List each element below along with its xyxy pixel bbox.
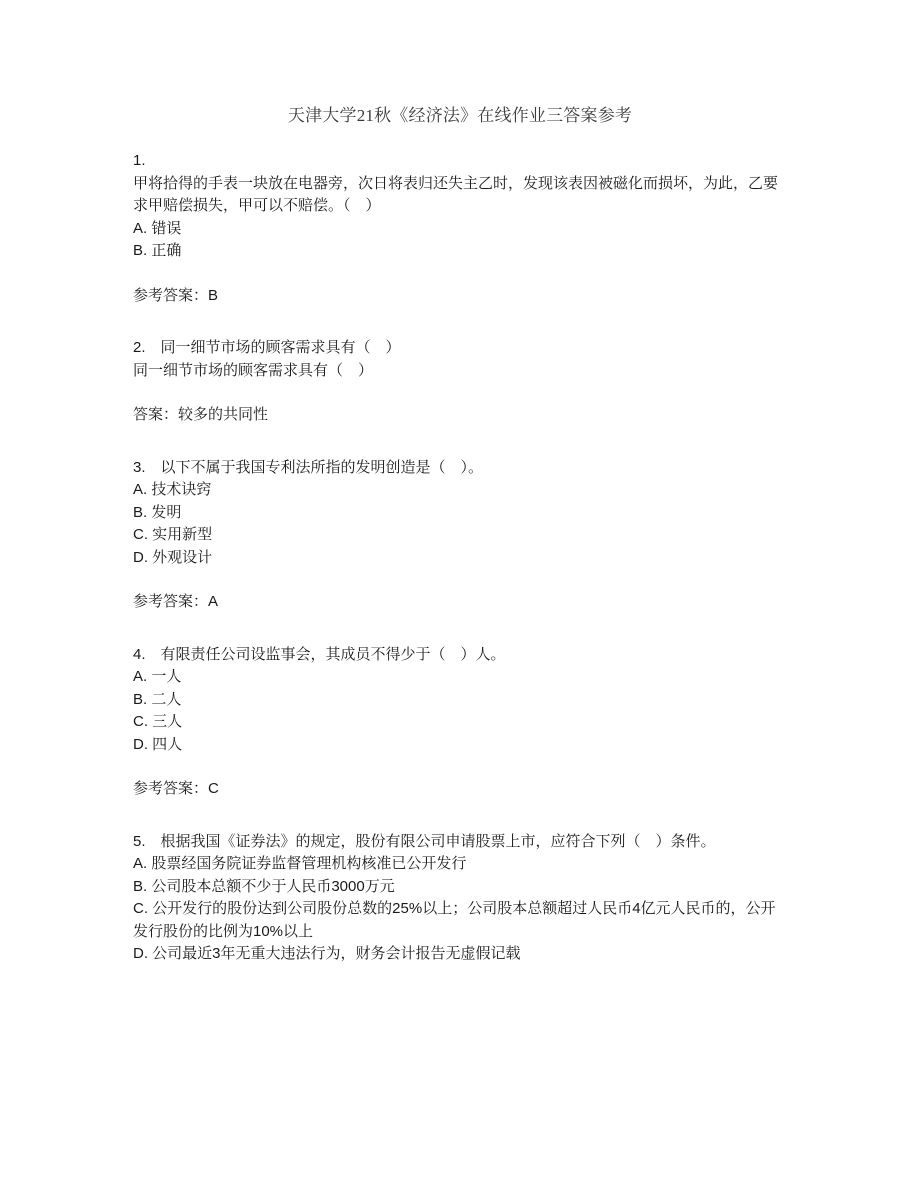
question-block-3 xyxy=(133,457,793,614)
question-option-1a: A. 错误 xyxy=(133,219,182,237)
question-answer-2: 答案：较多的共同性 xyxy=(133,406,269,423)
question-option-5a: A. 股票经国务院证券监督管理机构核准已公开发行 xyxy=(133,855,467,872)
question-block-1 xyxy=(133,150,793,307)
question-stem-4: 4. 有限责任公司设监事会，其成员不得少于（ ）人。 xyxy=(133,645,506,663)
question-option-4c: C. 三人 xyxy=(133,713,183,730)
question-option-3c: C. 实用新型 xyxy=(133,526,213,543)
question-option-4a: A. 一人 xyxy=(133,668,182,685)
question-block-5 xyxy=(133,831,793,966)
question-answer-3: 参考答案：A xyxy=(133,593,219,610)
document-body xyxy=(133,150,793,966)
question-option-4d: D. 四人 xyxy=(133,735,183,753)
question-option-5b: B. 公司股本总额不少于人民币3000万元 xyxy=(133,877,395,895)
question-block-4 xyxy=(133,644,793,801)
question-stem-2-repeat: 同一细节市场的顾客需求具有（ ） xyxy=(133,361,374,379)
question-answer-1: 参考答案：B xyxy=(133,286,219,304)
question-stem-3: 3. 以下不属于我国专利法所指的发明创造是（ ）。 xyxy=(133,458,484,476)
question-number-1: 1. xyxy=(133,152,146,169)
question-option-5d: D. 公司最近3年无重大违法行为，财务会计报告无虚假记载 xyxy=(133,945,521,962)
page-title: 天津大学21秋《经济法》在线作业三答案参考 xyxy=(287,106,633,125)
question-option-4b: B. 二人 xyxy=(133,690,182,708)
question-option-1b: B. 正确 xyxy=(133,242,182,259)
question-block-2 xyxy=(133,337,793,427)
question-option-3b: B. 发明 xyxy=(133,503,182,521)
question-option-5c: C. 公开发行的股份达到公司股份总数的25%以上；公司股本总额超过人民币4亿元人民币的，公开发行股份的比例为10%以上 xyxy=(133,900,776,940)
question-stem-1: 甲将拾得的手表一块放在电器旁，次日将表归还失主乙时，发现该表因被磁化而损坏，为此，乙要求甲赔偿损失，甲可以不赔偿。（ ） xyxy=(133,174,779,214)
question-answer-4: 参考答案：C xyxy=(133,780,219,797)
question-stem-5: 5. 根据我国《证券法》的规定，股份有限公司申请股票上市，应符合下列（ ）条件。 xyxy=(133,832,716,850)
question-stem-2: 2. 同一细节市场的顾客需求具有（ ） xyxy=(133,339,401,356)
question-option-3a: A. 技术诀窍 xyxy=(133,481,212,498)
question-option-3d: D. 外观设计 xyxy=(133,548,213,566)
